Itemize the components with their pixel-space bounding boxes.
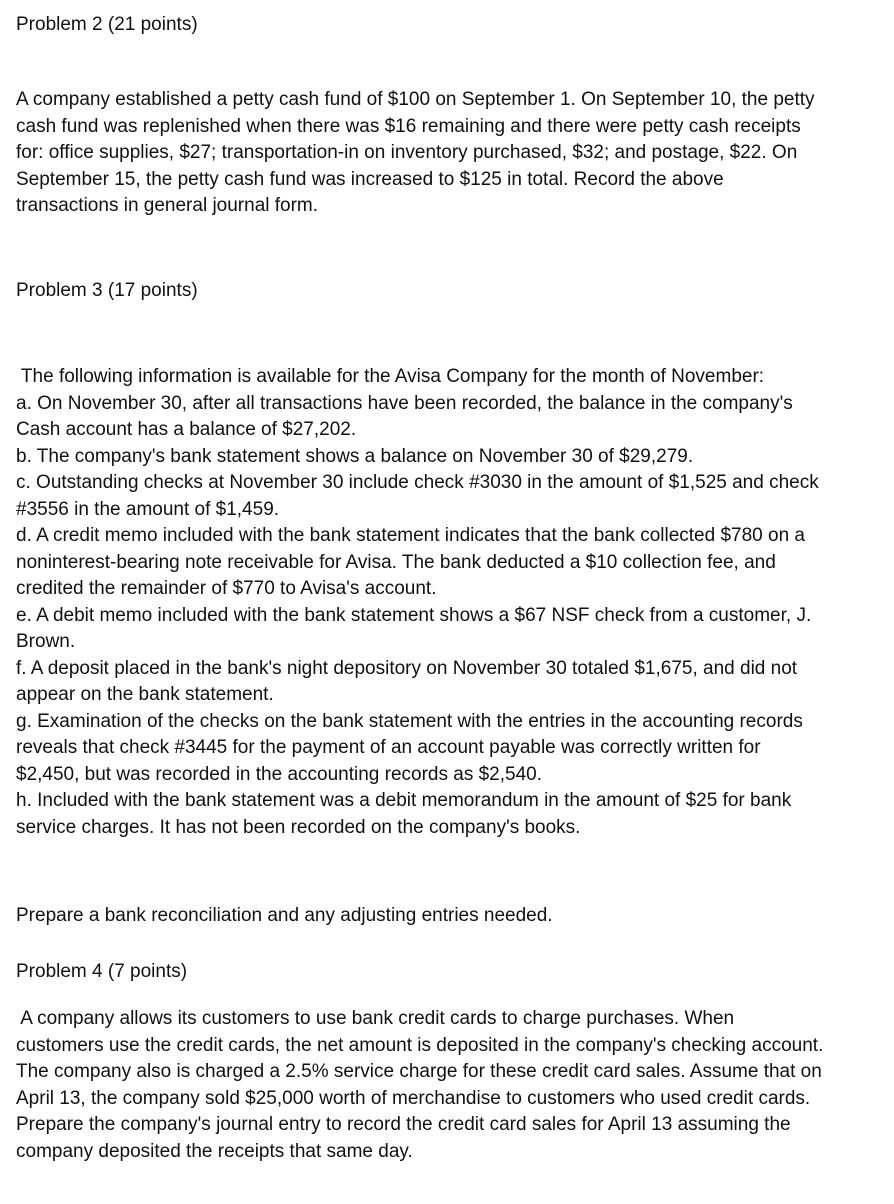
problem-4-heading: Problem 4 (7 points) [16, 961, 188, 982]
text-line: customers use the credit cards, the net amount is deposited in the company's checking account. [16, 1034, 824, 1056]
problem-3-text [16, 364, 882, 841]
text-line: September 15, the petty cash fund was increased to $125 in total. Record the above [16, 168, 724, 190]
text-line: reveals that check #3445 for the payment of an account payable was correctly written for [16, 737, 761, 758]
text-line: f. A deposit placed in the bank's night depository on November 30 totaled $1,675, and did not [16, 657, 798, 679]
text-line: Cash account has a balance of $27,202. [16, 419, 357, 440]
text-line: credited the remainder of $770 to Avisa's account. [16, 578, 437, 599]
text-line: $2,450, but was recorded in the accounting records as $2,540. [16, 763, 543, 785]
text-line: service charges. It has not been recorded on the company's books. [16, 816, 581, 838]
text-line: The company also is charged a 2.5% service charge for these credit card sales. Assume that on [16, 1061, 822, 1082]
problem-2-text [16, 87, 882, 220]
text-line: g. Examination of the checks on the bank statement with the entries in the accounting records [16, 710, 803, 732]
problem-3-heading: Problem 3 (17 points) [16, 280, 198, 301]
text-line: h. Included with the bank statement was a debit memorandum in the amount of $25 for bank [16, 790, 792, 811]
text-line: for: office supplies, $27; transportation-in on inventory purchased, $32; and postage, $22. On [16, 142, 798, 163]
text-line: April 13, the company sold $25,000 worth of merchandise to customers who used credit cards. [16, 1087, 811, 1109]
text-line: #3556 in the amount of $1,459. [16, 498, 280, 520]
text-line: appear on the bank statement. [16, 684, 274, 705]
text-line: c. Outstanding checks at November 30 include check #3030 in the amount of $1,525 and check [16, 472, 819, 493]
text-line: noninterest-bearing note receivable for Avisa. The bank deducted a $10 collection fee, and [16, 551, 776, 573]
problem-3-instruction: Prepare a bank reconciliation and any adjusting entries needed. [16, 905, 553, 926]
text-line: The following information is available for the Avisa Company for the month of November: [16, 366, 765, 387]
text-line: Brown. [16, 631, 76, 652]
text-line: transactions in general journal form. [16, 195, 319, 216]
text-line: company deposited the receipts that same day. [16, 1140, 413, 1162]
text-line: a. On November 30, after all transactions have been recorded, the balance in the company's [16, 392, 793, 414]
text-line: d. A credit memo included with the bank statement indicates that the bank collected $780 on a [16, 525, 805, 546]
text-line: cash fund was replenished when there was $16 remaining and there were petty cash receipts [16, 115, 801, 137]
text-line: e. A debit memo included with the bank statement shows a $67 NSF check from a customer, J. [16, 604, 812, 626]
text-line: b. The company's bank statement shows a balance on November 30 of $29,279. [16, 445, 694, 467]
problem-2-heading: Problem 2 (21 points) [16, 14, 198, 35]
text-line: A company allows its customers to use bank credit cards to charge purchases. When [16, 1008, 735, 1029]
problem-4-text [16, 1006, 882, 1165]
text-line: A company established a petty cash fund of $100 on September 1. On September 10, the petty [16, 89, 815, 110]
text-line: Prepare the company's journal entry to record the credit card sales for April 13 assuming the [16, 1114, 791, 1135]
